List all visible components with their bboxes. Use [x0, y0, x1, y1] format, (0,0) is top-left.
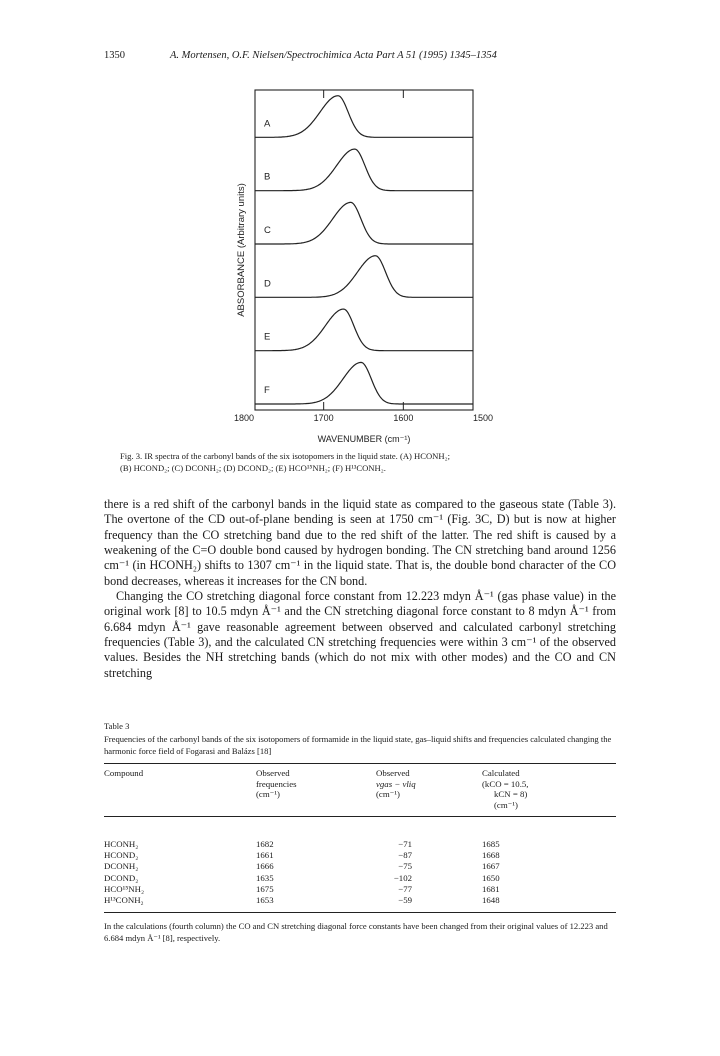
trace-label-c: C	[264, 225, 271, 236]
spectrum-trace-e	[255, 309, 473, 351]
col-observed-frequencies: Observed frequencies (cm⁻¹)	[256, 768, 297, 799]
plot-frame	[255, 90, 473, 410]
col-calculated: Calculated (kCO = 10.5, kCN = 8) (cm⁻¹)	[482, 768, 529, 810]
spectrum-trace-a	[255, 96, 473, 138]
trace-label-b: B	[264, 171, 271, 183]
table-label: Table 3	[104, 721, 130, 731]
table-row: DCONH₂ 1666 −75 1667	[104, 861, 500, 872]
page-number: 1350	[104, 50, 125, 61]
spectra-plot	[200, 84, 520, 444]
table-footnote: In the calculations (fourth column) the CO and CN stretching diagonal force constants have been changed from their original values of 12.223 and 6.684 mdyn Å⁻¹ [8], respectively.	[104, 921, 608, 943]
figure-caption	[120, 450, 610, 474]
trace-label-d: D	[264, 278, 271, 290]
spectrum-trace-d	[255, 256, 473, 298]
y-axis-label: ABSORBANCE (Arbitrary units)	[236, 183, 247, 317]
ir-spectra-figure	[200, 84, 520, 444]
table-row: DCOND₂ 1635 −102 1650	[104, 872, 500, 883]
x-tick-label-1800: 1800	[233, 413, 255, 423]
x-tick-label-1600: 1600	[393, 413, 414, 423]
trace-label-a: A	[264, 118, 271, 130]
paragraph-2: Changing the CO stretching diagonal force constant from 12.223 mdyn Å⁻¹ (gas phase value) in the original work [8] to 10.5 mdyn Å⁻¹ and the CN stretching diagonal force constant to 8 mdyn Å⁻¹ from 6.684 mdyn Å⁻¹ gave reasonable agreement between observed and calculated carbonyl stretching frequencies (Table 3), and the calculated CN stretching frequencies were within 3 cm⁻¹ of the observed values. Besides the NH stretching bands (which do not mix with other modes) and the CO and CN stretching	[104, 589, 616, 680]
table-row: HCONH₂ 1682 −71 1685	[104, 839, 500, 849]
running-head: A. Mortensen, O.F. Nielsen/Spectrochimica Acta Part A 51 (1995) 1345–1354	[170, 50, 497, 61]
paragraph-1: there is a red shift of the carbonyl bands in the liquid state as compared to the gaseous state (Table 3). The overtone of the CD out-of-plane bending is seen at 1750 cm⁻¹ (Fig. 3C, D) but is now at higher frequency than the CO stretching band due to the red shift of the latter. The red shift is caused by a weakening of the C=O double bond caused by hydrogen bonding. The CN stretching band around 1256 cm⁻¹ (in HCONH₂) shifts to 1307 cm⁻¹ in the liquid state. That is, the double bond character of the CO bond decreases, whereas it increases for the CN bond.	[104, 497, 616, 588]
table-caption: Frequencies of the carbonyl bands of the six isotopomers of formamide in the liquid state, gas–liquid shifts and frequencies calculated changing the harmonic force field of Fogarasi and Balázs [18]	[104, 734, 612, 756]
x-axis-label: WAVENUMBER (cm⁻¹)	[317, 434, 411, 444]
caption-line-2: (B) HCOND₂; (C) DCONH₂; (D) DCOND₂; (E) HCO¹⁵NH₂; (F) H¹³CONH₂.	[120, 463, 386, 473]
table-header-row	[104, 764, 616, 817]
trace-label-f: F	[264, 385, 270, 396]
x-tick-label-1700: 1700	[313, 413, 334, 423]
col-compound: Compound	[104, 768, 144, 778]
spectra-traces	[255, 96, 473, 404]
x-tick-label-1500: 1500	[472, 413, 494, 423]
caption-line-1: Fig. 3. IR spectra of the carbonyl bands of the six isotopomers in the liquid state. (A) HCONH₂;	[120, 451, 450, 461]
trace-label-e: E	[264, 331, 271, 343]
spectrum-trace-b	[255, 149, 473, 191]
spectrum-trace-f	[255, 362, 473, 404]
col-gas-liquid-shift: Observed νgas − νliq (cm⁻¹)	[376, 768, 416, 799]
x-axis-ticks	[234, 90, 493, 423]
table-row: HCO¹⁵NH₂ 1675 −77 1681	[104, 883, 500, 894]
body-text	[104, 497, 616, 681]
spectrum-trace-c	[255, 202, 473, 244]
table-row: HCOND₂ 1661 −87 1668	[104, 850, 500, 861]
table-3	[104, 720, 616, 944]
frequency-table	[104, 763, 616, 913]
table-row: H¹³CONH₂ 1653 −59 1648	[104, 895, 500, 906]
